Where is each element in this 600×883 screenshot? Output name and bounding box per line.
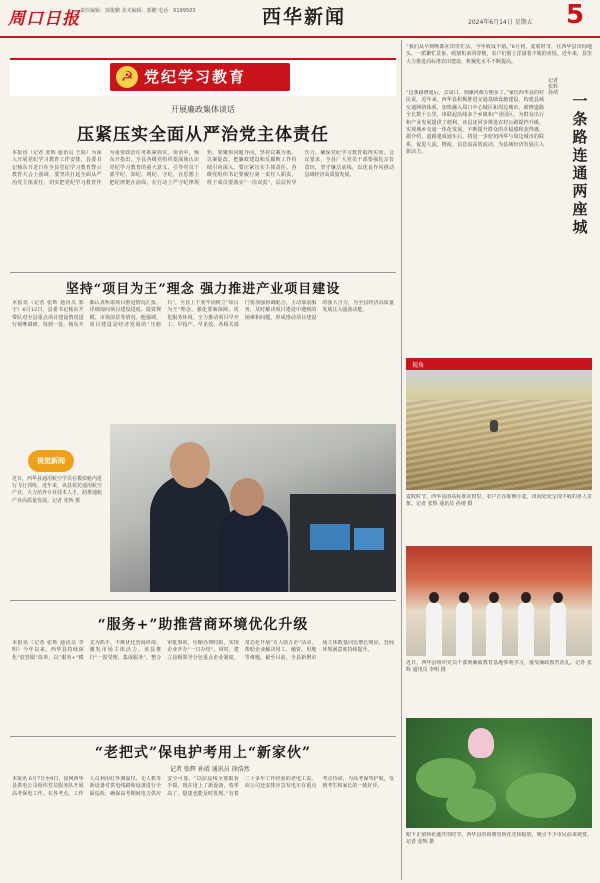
lotus-leaf: [506, 773, 576, 818]
party-education-banner: [10, 58, 396, 96]
perspective-label: 视角: [412, 362, 425, 369]
wheat-field-photo: [406, 370, 592, 490]
right-column-title: 一条路连通两座城: [572, 92, 588, 236]
article3-headline: “服务+”助推营商环境优化升级: [97, 617, 309, 633]
visitor-figure: [518, 602, 534, 656]
trainee-head: [170, 442, 210, 488]
lotus-caption: 眼下正值荷花盛开的时节，西华县的荷塘里荷花竞相绽放，吸引不少市民前来观赏。记者 张辉 摄: [406, 832, 592, 846]
cockpit-screen: [310, 524, 350, 550]
perspective-section-bar: [406, 358, 592, 370]
visitor-figure: [456, 602, 472, 656]
section-title: 西华新闻: [262, 6, 347, 28]
visitor-head: [459, 592, 469, 603]
right-column-body: “这条路修通后，去周口、到漯河都方便多了。”家住西华县的村民说。近年来，西华县积极推进交通基础设施建设，构建县域交通网络体系，加快融入周口中心城区和周边城市。新修道路全长数十公里，串联起沿线多个乡镇和产业园区，为群众出行和产业发展提供了便利。该县还同步推进农村公路提档升级，实现城乡交通一体化发展，不断提升群众的幸福感和获得感。据介绍，道路建成通车后，将进一步密切西华与周边城市的联系，促进人流、物流、信息流高效流动，为县域经济发展注入新活力。: [406, 90, 544, 156]
visitor-figure: [426, 602, 442, 656]
instructor-figure: [218, 504, 288, 592]
field-rows: [406, 400, 592, 490]
lotus-pond-photo: [406, 718, 592, 828]
page-header: [0, 0, 600, 38]
divider: [10, 272, 396, 273]
party-emblem-icon: ☭: [116, 66, 138, 88]
article4-headline: “老把式”保电护考用上“新家伙”: [94, 745, 312, 761]
photo1-caption: 近日，西华县通用航空学员在模拟舱内进行飞行训练。近年来，该县依托通用航空产业，大力培养专业技术人才，助推通航产业高质量发展。记者 张辉 摄: [12, 476, 103, 504]
issue-date: 2024年6月14日 星期五: [468, 19, 533, 26]
cockpit-screen: [354, 528, 384, 550]
visitor-head: [553, 592, 563, 603]
flight-simulator-photo: [110, 424, 396, 592]
article3-body: 本报讯（记者 张辉 通讯员 李明）今年以来，西华县持续深化“放管服”改革，以“服务+”模式为抓手，不断优化营商环境，激发市场主体活力。该县推行“一窗受理、集成服务”，整合审批事项，压缩办理时限，实现企业开办“一日办结”。同时，建立县级领导分包重点企业制度，常态化开展“万人助万企”活动，帮助企业解决用工、融资、用地等难题。截至目前，全县新增市场主体数量同比增长明显，营商环境满意度持续提升。: [12, 640, 394, 661]
farm-caption: 麦收时节，西华县的高标准农田里，农户正在晾晒小麦，田间处处呈现丰收的喜人景象。记者 张辉 通讯员 孙靖 摄: [406, 494, 592, 508]
article4-body: 本报讯 6月7日至9日，国网西华县供电公司组织党员服务队开展高考保电工作。在各考点，工作人员利用红外测温仪、无人机等新设备对供电线路和设备进行全面巡检，确保高考期间电力供应安全可靠。“以前巡线全靠眼看手摸，现在用上了新设备，效率高了，隐患也能及时发现。”有着二十多年工作经验的老电工说。该公司还安排应急发电车在重点考点待命，为高考保驾护航，受到考生和家长的一致好评。: [12, 776, 394, 797]
article2-body: 本报讯（记者 张辉 通讯员 郭宇）6月12日，县委书记杨东升带队对全县重点项目建设情况进行观摩调研。每到一处，杨东升都认真听取项目推进情况汇报，详细询问项目建设进度、投资规模、市场前景等情况。他强调，项目建设是经济发展的“压舱石”，全县上下要牢固树立“项目为王”理念，强化要素保障，优化服务环境，全力推动项目早开工、早投产、早见效。各相关部门要加强协调配合，主动靠前服务，及时解决项目建设中遇到的困难和问题，形成推动项目建设的强大合力，为全县经济高质量发展注入强劲动能。: [12, 300, 394, 329]
banner-title: 党纪学习教育: [144, 68, 247, 86]
instructor-head: [230, 478, 264, 516]
lotus-leaf: [446, 788, 496, 822]
article1-headline: 压紧压实全面从严治党主体责任: [77, 125, 329, 145]
visual-news-badge: 视觉新闻: [28, 450, 74, 472]
article1-body: 本报讯（记者 张辉 通讯员 王琨）为深入开展党纪学习教育工作安排，县委书记杨东升近日在全县党纪学习教育警示教育大会上强调，要坚决扛起全面从严治党主体责任，切实把党纪学习教育作为重要政治任务抓紧抓实。谈话中，杨东升指出，全县各级党组织要深刻认识党纪学习教育的重大意义，引导党员干部学纪、知纪、明纪、守纪，在思想上把纪律挺在前面，在行动上严守纪律规矩。要聚焦问题导向，坚持以案为鉴、以案促改，把廉政建设和反腐败工作持续引向深入。要压紧压实主体责任，各级党组织书记要履行第一责任人职责，班子成员要落实“一岗双责”，层层传导压力，确保党纪学习教育取得实效。会议要求，全县广大党员干部要强化宗旨意识，坚守廉洁底线，以优良作风推动县域经济高质量发展。: [12, 150, 394, 186]
divider: [10, 736, 396, 737]
right-intro-text: “我们从早到晚都在田里忙活，今年收成不错。”6月初，麦收时节，在西华县田间地头，一派繁忙景象。收割机来回穿梭，农户们脸上洋溢着丰收的喜悦。近年来，县里大力推进高标准农田建设，机械化水平不断提高。: [406, 44, 592, 65]
visitor-head: [521, 592, 531, 603]
farmer-figure: [490, 420, 498, 432]
visitor-figure: [486, 602, 502, 656]
visitor-figure: [550, 602, 566, 656]
lotus-flower: [468, 728, 494, 758]
exhibition-visit-photo: [406, 546, 592, 656]
editor-info: 责任编辑：郭俊鹏 美术编辑：郭鹏 电话：6199503: [80, 8, 196, 14]
divider: [10, 600, 396, 601]
article4-byline: 记者 张辉 孙靖 通讯员 徐浩然: [170, 766, 250, 773]
exhibit-caption: 近日，西华县组织党员干部到廉政教育基地参观学习，接受廉政教育洗礼。记者 张辉 通讯员 李明 摄: [406, 660, 592, 674]
article2-headline: 坚持“项目为王”理念 强力推进产业项目建设: [65, 282, 341, 297]
article1-subtitle: 开展廉政集体谈话: [171, 105, 235, 114]
right-column-byline: 记者 张辉 孙靖: [548, 78, 559, 96]
column-divider: [401, 40, 402, 880]
visitor-head: [429, 592, 439, 603]
page-number: 5: [566, 0, 585, 30]
masthead-logo: 周口日报: [8, 9, 80, 29]
visitor-head: [489, 592, 499, 603]
